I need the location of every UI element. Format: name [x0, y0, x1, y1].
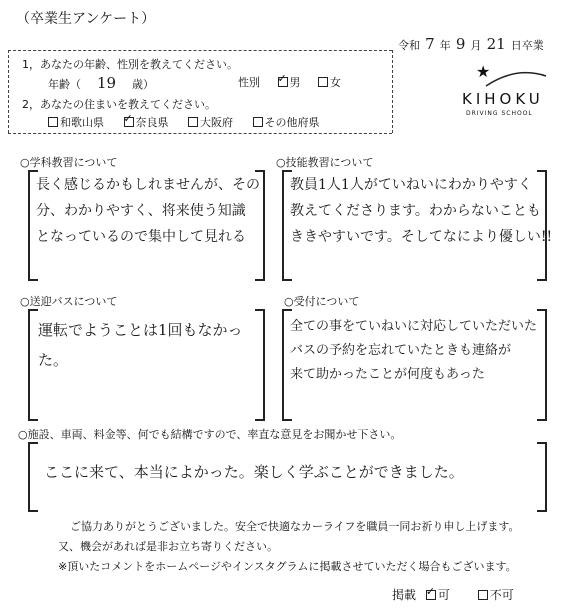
footer-thanks: ご協力ありがとうございました。安全で快適なカーライフを職員一同お祈り申し上げます。 — [70, 520, 520, 533]
age-label: 年齢（ 19 歳） — [48, 74, 154, 92]
section-technical-label: ○技能教習について — [276, 156, 374, 169]
facilities-answer: ここに来て、本当によかった。楽しく学ぶことができました。 — [44, 463, 464, 481]
graduation-date: 令和 7 年 9 月 21 日卒業 — [398, 35, 544, 53]
technical-answer: 教員1人1人がていねいにわかりやすく 教えてくださります。わからないことも ききやすいです。そしてなにより優しい!! — [290, 177, 553, 245]
gender-field: 性別 ✓ 男 女 — [238, 74, 341, 90]
section-academic-label: ○学科教習について — [20, 156, 118, 169]
reception-answer: 全ての事をていねいに対応していただいた バスの予約を忘れていたときも連絡が 来て助かったことが何度もあった — [290, 319, 538, 382]
gender-option-female[interactable]: 女 — [318, 76, 341, 89]
residence-option-nara[interactable]: ✓ 奈良県 — [124, 116, 169, 129]
section-reception-label: ○受付について — [284, 295, 360, 308]
academic-answer: 長く感じるかもしれませんが、その 分、わかりやすく、将来使う知識 となっているので集中して見れる — [36, 177, 260, 245]
publish-option-allow[interactable]: ✓ 可 — [426, 588, 450, 602]
logo-swoosh-icon — [486, 70, 546, 90]
residence-option-wakayama[interactable]: 和歌山県 — [48, 116, 104, 129]
gender-option-male[interactable]: ✓ 男 — [278, 76, 301, 89]
age-value: 19 — [96, 74, 117, 92]
section-facilities-label: ○施設、車両、料金等、何でも結構ですので、率直な意見をお聞かせ下さい。 — [18, 428, 402, 441]
publish-permission: 掲載 ✓ 可 不可 — [392, 586, 514, 603]
residence-option-other[interactable]: その他府県 — [253, 116, 320, 129]
footer-visit: 又、機会があれば是非お立ち寄りください。 — [58, 540, 278, 553]
school-logo — [462, 62, 554, 132]
publish-option-deny[interactable]: 不可 — [478, 588, 514, 602]
logo-name: KIHOKU — [462, 90, 544, 108]
residence-options — [48, 114, 320, 130]
date-month: 9 — [455, 35, 466, 53]
question-age-gender: 1，あなたの年齢、性別を教えてください。 — [22, 58, 238, 71]
logo-subtitle: DRIVING SCHOOL — [466, 110, 533, 117]
question-residence: 2，あなたの住まいを教えてください。 — [22, 98, 216, 111]
date-year: 7 — [425, 35, 435, 53]
star-icon: ★ — [476, 62, 491, 81]
footer-notice: ※頂いたコメントをホームページやインスタグラムに掲載させていただく場合もございます。 — [58, 560, 517, 573]
residence-option-osaka[interactable]: 大阪府 — [188, 116, 233, 129]
date-day: 21 — [486, 35, 506, 53]
form-title: （卒業生アンケート） — [16, 11, 156, 27]
section-bus-label: ○送迎バスについて — [20, 295, 118, 308]
bus-answer: 運転でようことは1回もなかっ た。 — [38, 321, 243, 369]
